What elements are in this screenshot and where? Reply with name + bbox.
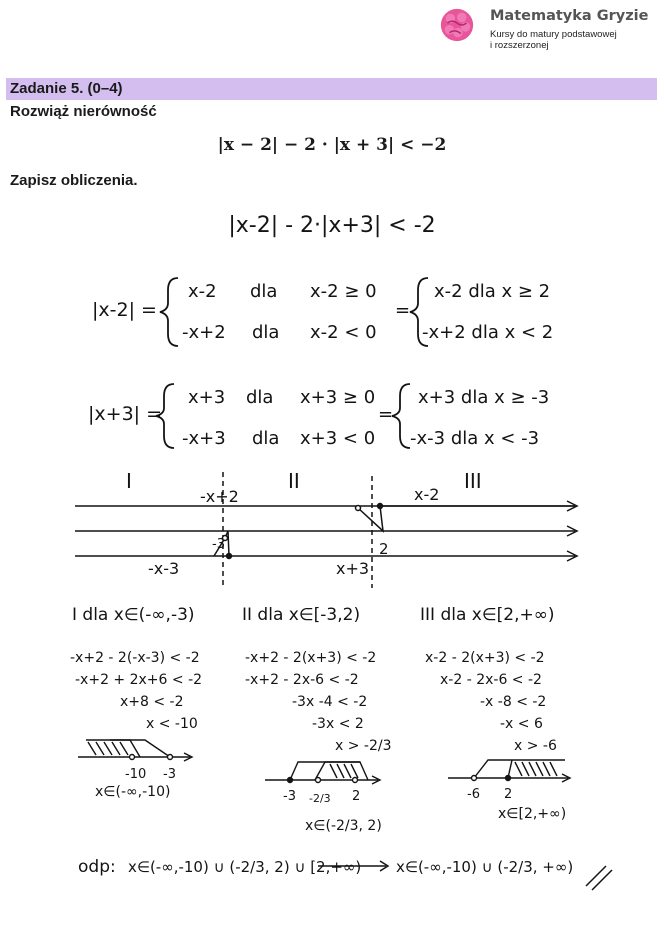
case3-axis-minus6: -6 <box>467 787 480 802</box>
case3-step-1: x-2 - 2(x+3) < -2 <box>425 650 545 666</box>
case3-header: III dla x∈[2,+∞) <box>420 605 555 625</box>
brand-name: Matematyka Gryzie <box>490 8 649 24</box>
case3-number-line <box>448 760 570 782</box>
abs2-lhs: |x+3| = <box>88 403 163 425</box>
task-formula: |x − 2| − 2 · |x + 3| < −2 <box>217 135 447 155</box>
brand-subtitle <box>490 29 660 51</box>
point-label-minus3: -3 <box>212 537 225 552</box>
final-mark <box>586 866 612 890</box>
line1-label-right: x-2 <box>414 485 440 504</box>
case2-number-line <box>265 762 380 784</box>
left-brace <box>156 384 174 448</box>
point-label-2: 2 <box>379 540 389 558</box>
case1-step-1: -x+2 - 2(-x-3) < -2 <box>70 650 200 666</box>
abs2-simplified-1: x+3 dla x ≥ -3 <box>418 387 550 408</box>
case2-axis-minus3: -3 <box>283 789 296 804</box>
case3-step-2: x-2 - 2x-6 < -2 <box>440 672 542 688</box>
brain-icon <box>438 6 476 44</box>
case1-axis-minus3: -3 <box>163 767 176 782</box>
abs1-simplified-1: x-2 dla x ≥ 2 <box>434 281 551 302</box>
abs1-lhs: |x-2| = <box>92 299 157 321</box>
point-closed <box>227 554 232 559</box>
abs1-case2-expr: -x+2 <box>182 322 226 343</box>
abs2-equals: = <box>378 404 394 425</box>
right-brace <box>392 384 410 448</box>
case3-result: x∈[2,+∞) <box>498 806 567 822</box>
answer-union: x∈(-∞,-10) ∪ (-2/3, 2) ∪ [2,+∞) <box>128 858 362 876</box>
point-closed <box>378 504 383 509</box>
case2-header: II dla x∈[-3,2) <box>242 605 361 625</box>
abs1-equals: = <box>395 300 411 321</box>
abs2-case2-cond: x+3 < 0 <box>300 428 376 449</box>
abs2-case1-cond: x+3 ≥ 0 <box>300 387 376 408</box>
case1-step-2: -x+2 + 2x+6 < -2 <box>75 672 203 688</box>
case3-step-3: -x -8 < -2 <box>480 694 547 710</box>
case2-step-4: -3x < 2 <box>312 716 364 732</box>
point-open <box>356 506 361 511</box>
abs-definition-2 <box>88 384 549 449</box>
abs1-simplified-2: -x+2 dla x < 2 <box>422 322 554 343</box>
handwritten-solution <box>0 195 664 938</box>
case1-step-3: x+8 < -2 <box>120 694 184 710</box>
restated-inequality: |x-2| - 2·|x+3| < -2 <box>228 213 436 238</box>
case2-step-5: x > -2/3 <box>335 738 392 754</box>
abs2-case1-expr: x+3 <box>188 387 226 408</box>
case2-axis-2: 2 <box>352 789 361 804</box>
case1-axis-minus10: -10 <box>125 767 147 782</box>
case3-axis-2: 2 <box>504 787 513 802</box>
region-label-2: II <box>288 469 300 493</box>
abs1-case2-word: dla <box>252 322 280 343</box>
jump-2 <box>358 506 575 531</box>
abs1-case1-word: dla <box>250 281 278 302</box>
region-label-1: I <box>126 469 132 493</box>
case1-number-line <box>78 740 192 761</box>
case3-step-4: -x < 6 <box>500 716 543 732</box>
case2-step-2: -x+2 - 2x-6 < -2 <box>245 672 359 688</box>
abs1-case2-cond: x-2 < 0 <box>310 322 377 343</box>
case2-result: x∈(-2/3, 2) <box>305 818 382 834</box>
abs1-case1-cond: x-2 ≥ 0 <box>310 281 377 302</box>
abs2-simplified-2: -x-3 dla x < -3 <box>410 428 540 449</box>
abs-definition-1 <box>92 278 553 346</box>
case1-header: I dla x∈(-∞,-3) <box>72 605 195 625</box>
case2-step-1: -x+2 - 2(x+3) < -2 <box>245 650 377 666</box>
line2-label-right: x+3 <box>336 559 370 578</box>
brand-subtitle-line2: i rozszerzonej <box>490 40 549 51</box>
line2-label-left: -x-3 <box>148 559 180 578</box>
case1-step-4: x < -10 <box>146 716 198 732</box>
brand-subtitle-line1: Kursy do matury podstawowej <box>490 29 617 40</box>
case3-step-5: x > -6 <box>514 738 557 754</box>
task-title: Zadanie 5. (0–4) <box>10 80 123 97</box>
task-note: Zapisz obliczenia. <box>10 172 138 189</box>
answer-final: x∈(-∞,-10) ∪ (-2/3, +∞) <box>396 858 574 876</box>
abs1-case1-expr: x-2 <box>188 281 217 302</box>
line1-label-left: -x+2 <box>200 487 239 506</box>
case2-step-3: -3x -4 < -2 <box>292 694 368 710</box>
case1-result: x∈(-∞,-10) <box>95 784 171 800</box>
abs2-case1-word: dla <box>246 387 274 408</box>
case2-axis-minus-two-thirds: -2/3 <box>309 792 331 805</box>
region-label-3: III <box>464 469 482 493</box>
task-instruction: Rozwiąż nierówność <box>10 103 157 120</box>
abs2-case2-expr: -x+3 <box>182 428 226 449</box>
answer-label: odp: <box>78 857 116 877</box>
brand-header <box>438 4 660 52</box>
abs2-case2-word: dla <box>252 428 280 449</box>
left-brace <box>160 278 178 346</box>
